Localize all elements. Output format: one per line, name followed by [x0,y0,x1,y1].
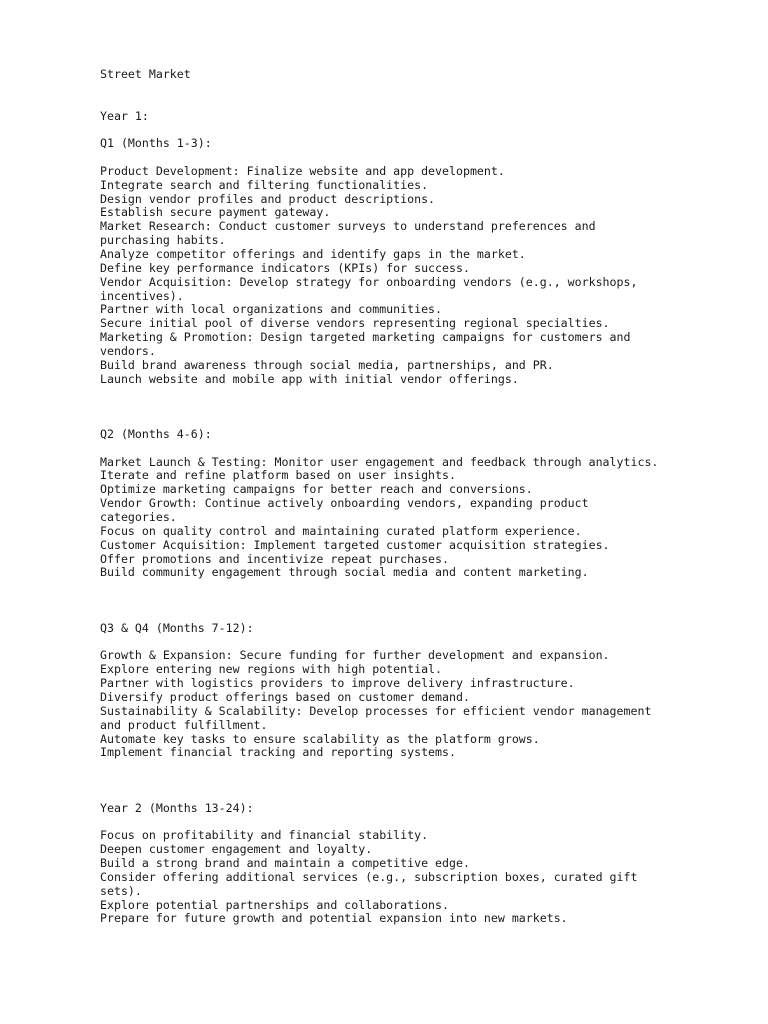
year2-line: Deepen customer engagement and loyalty. [100,842,373,857]
q1-section [100,165,700,387]
year2-line: Prepare for future growth and potential expansion into new markets. [100,911,568,926]
q2-line: Optimize marketing campaigns for better reach and conversions. [100,482,533,497]
q3q4-line: Sustainability & Scalability: Develop processes for efficient vendor management [100,703,652,718]
year2-section [100,829,700,926]
q3q4-line: Diversify product offerings based on customer demand. [100,689,470,704]
q1-line: incentives). [100,288,184,303]
q1-line: Secure initial pool of diverse vendors representing regional specialties. [100,316,610,331]
q1-line: Analyze competitor offerings and identify gaps in the market. [100,246,526,261]
year1-heading: Year 1: [100,108,149,123]
q2-line: Customer Acquisition: Implement targeted customer acquisition strategies. [100,537,610,552]
q3q4-line: Automate key tasks to ensure scalability as the platform grows. [100,731,540,746]
q2-line: Market Launch & Testing: Monitor user engagement and feedback through analytics. [100,454,659,469]
year2-line: Build a strong brand and maintain a competitive edge. [100,856,470,871]
q1-line: Build brand awareness through social media, partnerships, and PR. [100,357,554,372]
q2-line: Iterate and refine platform based on user insights. [100,468,456,483]
q1-line: purchasing habits. [100,233,226,248]
q2-line: categories. [100,510,177,524]
q1-line: Vendor Acquisition: Develop strategy for onboarding vendors (e.g., workshops, [100,274,638,289]
q2-line: Build community engagement through social media and content marketing. [100,565,589,580]
document-title: Street Market [100,67,191,81]
q1-line: Define key performance indicators (KPIs) for success. [100,260,470,275]
q3q4-heading: Q3 & Q4 (Months 7-12): [100,620,254,635]
q2-section [100,456,700,581]
q3q4-line: Implement financial tracking and reporting systems. [100,745,456,760]
document-body [100,68,700,926]
q1-line: Integrate search and filtering functionalities. [100,177,429,192]
year2-line: Focus on profitability and financial stability. [100,828,429,843]
q1-line: Launch website and mobile app with initial vendor offerings. [100,371,519,386]
q1-line: Product Development: Finalize website and app development. [100,163,505,178]
q2-line: Vendor Growth: Continue actively onboarding vendors, expanding product [100,496,589,511]
q1-heading: Q1 (Months 1-3): [100,136,212,151]
year2-line: Consider offering additional services (e.g., subscription boxes, curated gift [100,869,638,884]
q3q4-section [100,649,700,760]
q1-line: Partner with local organizations and communities. [100,302,443,317]
q1-line: Market Research: Conduct customer surveys to understand preferences and [100,219,596,234]
q3q4-line: and product fulfillment. [100,717,268,732]
q1-line: Marketing & Promotion: Design targeted marketing campaigns for customers and [100,330,631,345]
q1-line: Design vendor profiles and product descriptions. [100,191,436,206]
q3q4-line: Explore entering new regions with high potential. [100,662,443,677]
q2-heading: Q2 (Months 4-6): [100,426,212,441]
q3q4-line: Partner with logistics providers to improve delivery infrastructure. [100,676,575,691]
year2-line: Explore potential partnerships and collaborations. [100,897,450,912]
q2-line: Focus on quality control and maintaining curated platform experience. [100,523,582,538]
q1-line: Establish secure payment gateway. [100,205,331,220]
q1-line: vendors. [100,343,156,358]
year2-heading: Year 2 (Months 13-24): [100,800,254,815]
year2-line: sets). [100,883,142,898]
q2-line: Offer promotions and incentivize repeat purchases. [100,551,450,566]
q3q4-line: Growth & Expansion: Secure funding for further development and expansion. [100,648,610,663]
